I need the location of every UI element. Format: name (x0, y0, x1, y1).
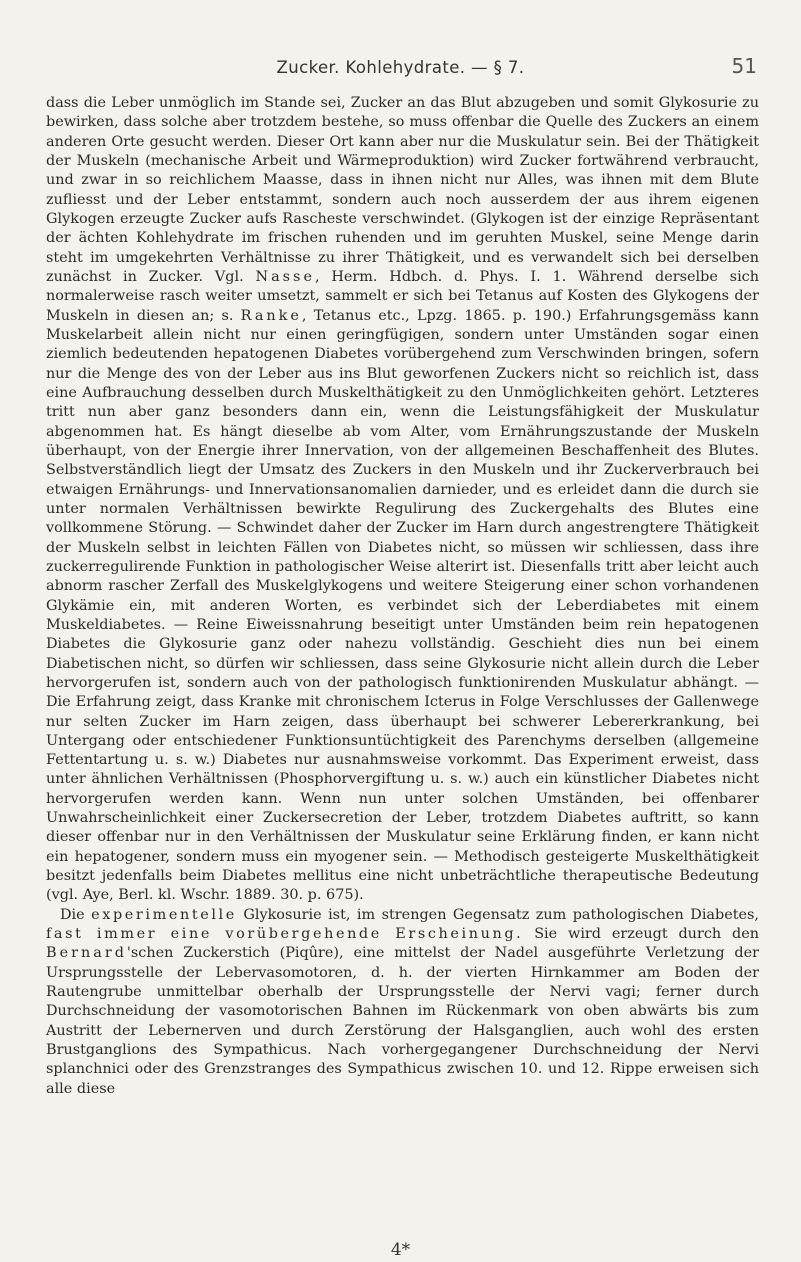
text-run: Glykosurie ist, im strengen Gegensatz zum pathologischen Diabetes, (243, 906, 759, 923)
text-run: , Herm. Hdbch. d. Phys. I. 1. Während derselbe sich normalerweise rasch weiter umsetzt, sammelt er sich bei Tetanus auf Kosten des Glykogens der Muskeln in diesen an; s. (46, 268, 759, 324)
text-run: Sie wird erzeugt durch den (534, 926, 760, 943)
emphasis-text: fast immer eine vorübergehende Erscheinung. (46, 926, 524, 943)
running-head (0, 54, 801, 80)
paragraph (46, 94, 759, 906)
signature-mark: 4* (390, 1240, 411, 1260)
text-run: , Tetanus etc., Lpzg. 1865. p. 190.) Erfahrungsgemäss kann Muskelarbeit allein nicht nur einen geringfügigen, sondern unter Umständen sogar einen ziemlich bedeutenden hepatogenen Diabetes vorübergehend zum Verschwinden bringen, sofern nur die Menge des von der Leber aus ins Blut geworfenen Zuckers nicht so reichlich ist, dass eine Aufbrauchung desselben durch Muskelthätigkeit zu den Unmöglichkeiten gehört. Letzteres tritt nun aber ganz besonders dann ein, wenn die Leistungsfähigkeit der Muskulatur abgenommen hat. Es hängt dieselbe ab vom Alter, vom Ernährungszustande der Muskeln überhaupt, von der Energie ihrer Innervation, von der allgemeinen Beschaffenheit des Blutes. Selbstverständlich liegt der Umsatz des Zuckers in den Muskeln und ihr Zuckerverbrauch bei etwaigen Ernährungs- und Innervationsanomalien darnieder, und es erleidet dann die durch sie unter normalen Verhältnissen bewirkte Regulirung des Zuckergehalts des Blutes eine vollkommene Störung. — Schwindet daher der Zucker im Harn durch angestrengtere Thätigkeit der Muskeln selbst in leichten Fällen von Diabetes nicht, so müssen wir schliessen, dass ihre zuckerregulirende Funktion in pathologischer Weise alterirt ist. Diesenfalls tritt aber leicht auch abnorm rascher Zerfall des Muskelglykogens und weitere Steigerung einer schon vorhandenen Glykämie ein, mit anderen Worten, es verbindet sich der Leberdiabetes mit einem Muskeldiabetes. — Reine Eiweissnahrung beseitigt unter Umständen beim rein hepatogenen Diabetes die Glykosurie ganz oder nahezu vollständig. Geschieht dies nun bei einem Diabetischen nicht, so dürfen wir schliessen, dass seine Glykosurie nicht allein durch die Leber hervorgerufen ist, sondern auch von der pathologisch funktionirenden Muskulatur abhängt. — Die Erfahrung zeigt, dass Kranke mit chronischem Icterus in Folge Verschlusses der Gallenwege nur selten Zucker im Harn zeigen, dass überhaupt bei schwerer Lebererkrankung, bei Untergang oder entschiedener Funktionsuntüchtigkeit des Parenchyms derselben (allgemeine Fettentartung u. s. w.) Diabetes nur ausnahmsweise vorkommt. Das Experiment erweist, dass unter ähnlichen Verhältnissen (Phosphorvergiftung u. s. w.) auch ein künstlicher Diabetes nicht hervorgerufen werden kann. Wenn nun unter solchen Umständen, bei offenbarer Unwahrscheinlichkeit einer Zuckersecretion der Leber, trotzdem Diabetes auftritt, so kann dieser offenbar nur in den Verhältnissen der Muskulatur seine Erklärung finden, er kann nicht ein hepatogener, sondern muss ein myogener sein. — Methodisch gesteigerte Muskelthätigkeit besitzt jedenfalls beim Diabetes mellitus eine nicht unbeträchtliche therapeutische Bedeutung (vgl. Aye, Berl. kl. Wschr. 1889. 30. p. 675). (46, 307, 759, 904)
text-run: dass die Leber unmöglich im Stande sei, Zucker an das Blut abzugeben und somit Glykosurie zu bewirken, dass solche aber trotzdem bestehe, so muss offenbar die Quelle des Zuckers an einem anderen Orte gesucht werden. Dieser Ort kann aber nur die Muskulatur sein. Bei der Thätigkeit der Muskeln (mechanische Arbeit und Wärmeproduktion) wird Zucker fortwährend verbraucht, und zwar in so reichlichem Maasse, dass in ihnen nicht nur Alles, was ihnen mit dem Blute zufliesst und der Leber entstammt, sondern auch noch ausserdem der aus ihrem eigenen Glykogen erzeugte Zucker aufs Rascheste verschwindet. (Glykogen ist der einzige Repräsentant der ächten Kohlehydrate im frischen ruhenden und im geruhten Muskel, seine Menge darin steht im umgekehrten Verhältnisse zu ihrer Thätigkeit, und es verwandelt sich bei derselben zunächst in Zucker. Vgl. (46, 95, 759, 285)
paragraph (46, 906, 759, 1099)
author-name: Nasse (255, 268, 315, 285)
running-head-title: Zucker. Kohlehydrate. — § 7. (276, 58, 525, 77)
author-name: Bernard (46, 945, 127, 962)
text-run: 'schen Zuckerstich (Piqûre), eine mittelst der Nadel ausgeführte Verletzung der Ursprungsstelle der Lebervasomotoren, d. h. der vierten Hirnkammer am Boden der Rautengrube unmittelbar oberhalb der Ursprungsstelle der Nervi vagi; ferner durch Durchschneidung der vasomotorischen Bahnen im Rückenmark von oben abwärts bis zum Austritt der Lebernerven und durch Zerstörung der Halsganglien, auch wohl des ersten Brustganglions des Sympathicus. Nach vorhergegangener Durchschneidung der Nervi splanchnici oder des Grenzstranges des Sympathicus zwischen 10. und 12. Rippe erweisen sich alle diese (46, 945, 759, 1097)
body-text (46, 94, 759, 1099)
author-name: Ranke (240, 307, 302, 324)
page-number: 51 (731, 54, 757, 78)
text-run: Die (60, 906, 85, 923)
emphasis-text: experimentelle (91, 906, 237, 923)
